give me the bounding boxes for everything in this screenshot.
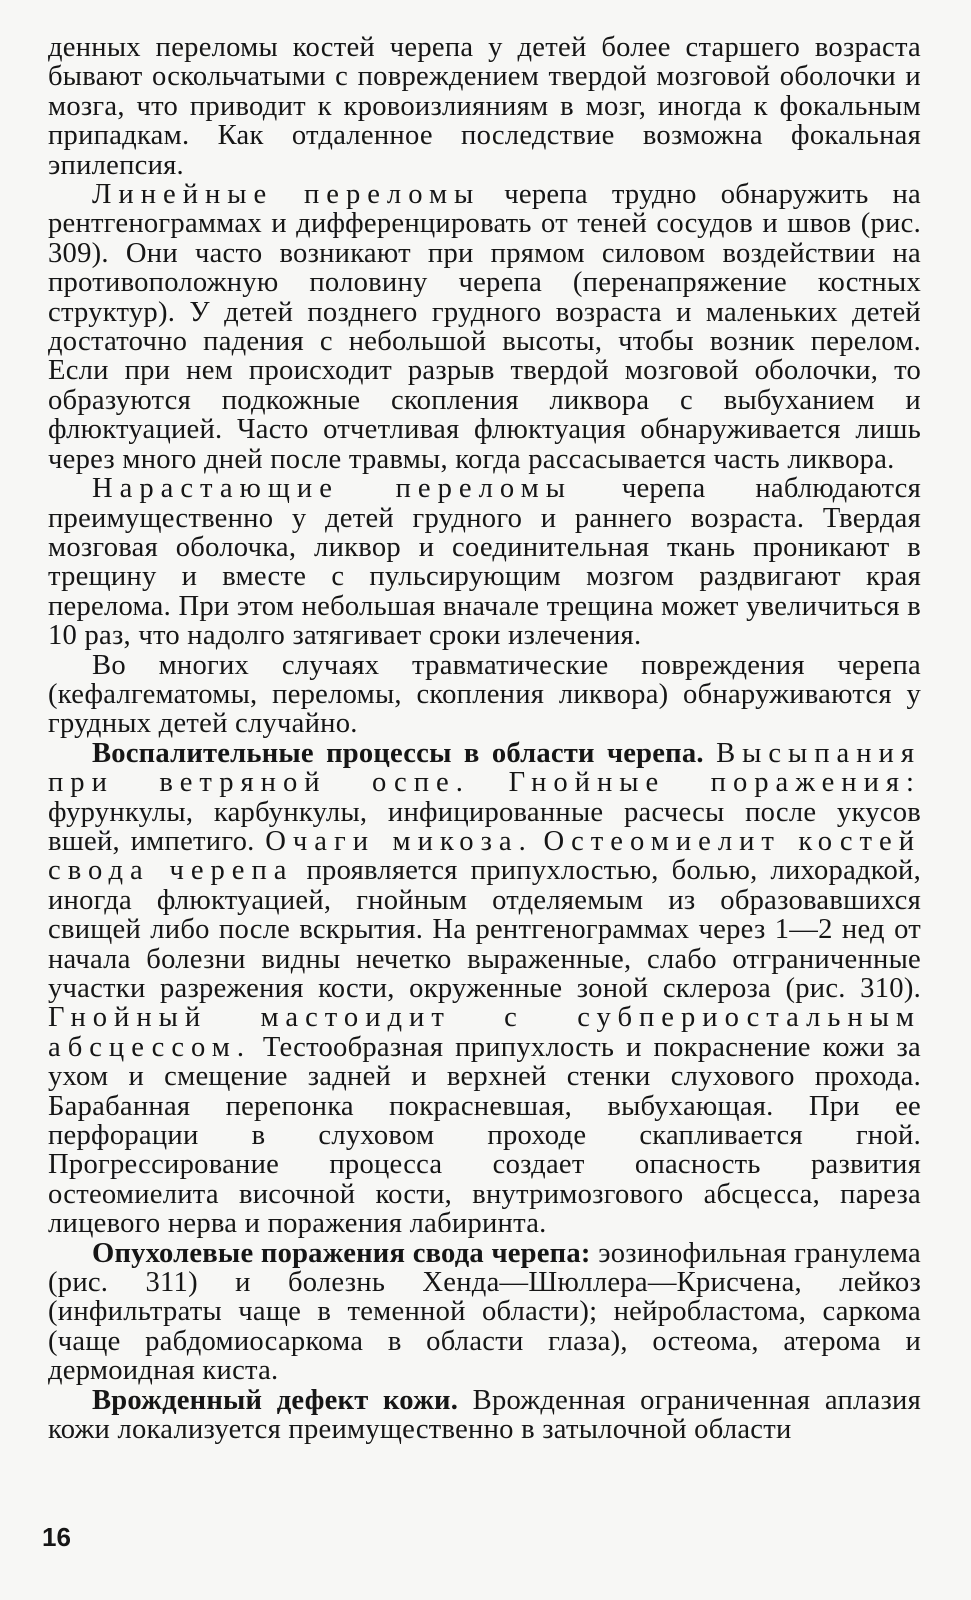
paragraph-p7 <box>48 1386 921 1445</box>
section-heading: Воспалительные процессы в области черепа. <box>92 737 704 769</box>
spaced-term: Нарастающие переломы <box>92 473 572 505</box>
paragraph-p1 <box>48 33 921 180</box>
body-text <box>48 33 921 1445</box>
spaced-term: Гнойные поражения: <box>508 767 921 799</box>
paragraph-p6 <box>48 1239 921 1386</box>
text-run: эозинофильная гранулема (рис. 311) и болезнь Хенда—Шюллера—Крисчена, лейкоз (инфильтраты чаще в теменной области); нейробластома, саркома (чаще рабдомиосаркома в области глаза), остеома, атерома и дермоидная киста. <box>48 1237 921 1387</box>
text-run <box>470 767 509 798</box>
spaced-term: Линейные переломы <box>92 179 481 211</box>
paragraph-p5 <box>48 739 921 1239</box>
text-run: черепа трудно обнаружить на рентгенограммах и дифференцировать от теней сосудов и швов (рис. 309). Они часто возникают при прямом силовом воздействии на противоположную половину черепа (перенапряжение костных структур). У детей позднего грудного возраста и маленьких детей достаточно падения с небольшой высоты, чтобы возник перелом. Если при нем происходит разрыв твердой мозговой оболочки, то образуются подкожные скопления ликвора с выбуханием и флюктуацией. Часто отчетливая флюктуация обнаруживается лишь через много дней после травмы, когда рассасывается часть ликвора. <box>48 179 921 475</box>
text-run <box>533 826 544 857</box>
text-run: денных переломы костей черепа у детей более старшего возраста бывают оскольчатыми с повреждением твердой мозговой оболочки и мозга, что приводит к кровоизлияниям в мозг, иногда к фокальным припадкам. Как отдаленное последствие возможна фокальная эпилепсия. <box>48 32 921 181</box>
text-run: фурункулы, карбункулы, инфицированные расчесы после укусов вшей, импетиго. <box>48 796 921 857</box>
page-number: 16 <box>42 1522 71 1552</box>
text-run: проявляется припухлостью, болью, лихорадкой, иногда флюктуацией, гнойным отделяемым из образовавшихся свищей либо после вскрытия. На рентгенограммах через 1—2 нед от начала болезни видны нечетко выраженные, слабо отграниченные участки разрежения кости, окруженные зоной склероза (рис. 310). <box>48 855 921 1004</box>
text-run: Врожденная ограниченная аплазия кожи локализуется преимущественно в затылочной области <box>48 1384 921 1446</box>
text-run <box>704 738 716 769</box>
section-heading: Опухолевые поражения свода черепа: <box>92 1237 591 1269</box>
text-run: Во многих случаях травматические повреждения черепа (кефалгематомы, переломы, скопления ликвора) обнаруживаются у грудных детей случайно. <box>48 649 921 740</box>
spaced-term: Гнойный мастоидит с субпериостальным абсцессом. <box>48 1002 921 1063</box>
paragraph-p3 <box>48 474 921 650</box>
spaced-term: Остеомиелит костей свода черепа <box>48 825 921 887</box>
spaced-term: Высыпания при ветряной оспе. <box>48 737 921 799</box>
paragraph-p2 <box>48 180 921 474</box>
text-run: черепа наблюдаются преимущественно у детей грудного и раннего возраста. Твердая мозговая оболочка, ликвор и соединительная ткань проникают в трещину и вместе с пульсирующим мозгом раздвигают края перелома. При этом небольшая вначале трещина может увеличиться в 10 раз, что надолго затягивает сроки излечения. <box>48 473 921 652</box>
text-run: Тестообразная припухлость и покраснение кожи за ухом и смещение задней и верхней стенки слухового прохода. Барабанная перепонка покрасневшая, выбухающая. При ее перфорации в слуховом проходе скапливается гной. Прогрессирование процесса создает опасность развития остеомиелита височной кости, внутримозгового абсцесса, пареза лицевого нерва и поражения лабиринта. <box>48 1031 921 1240</box>
paragraph-p4 <box>48 651 921 739</box>
spaced-term: Очаги микоза. <box>265 825 533 857</box>
section-heading: Врожденный дефект кожи. <box>92 1384 459 1416</box>
